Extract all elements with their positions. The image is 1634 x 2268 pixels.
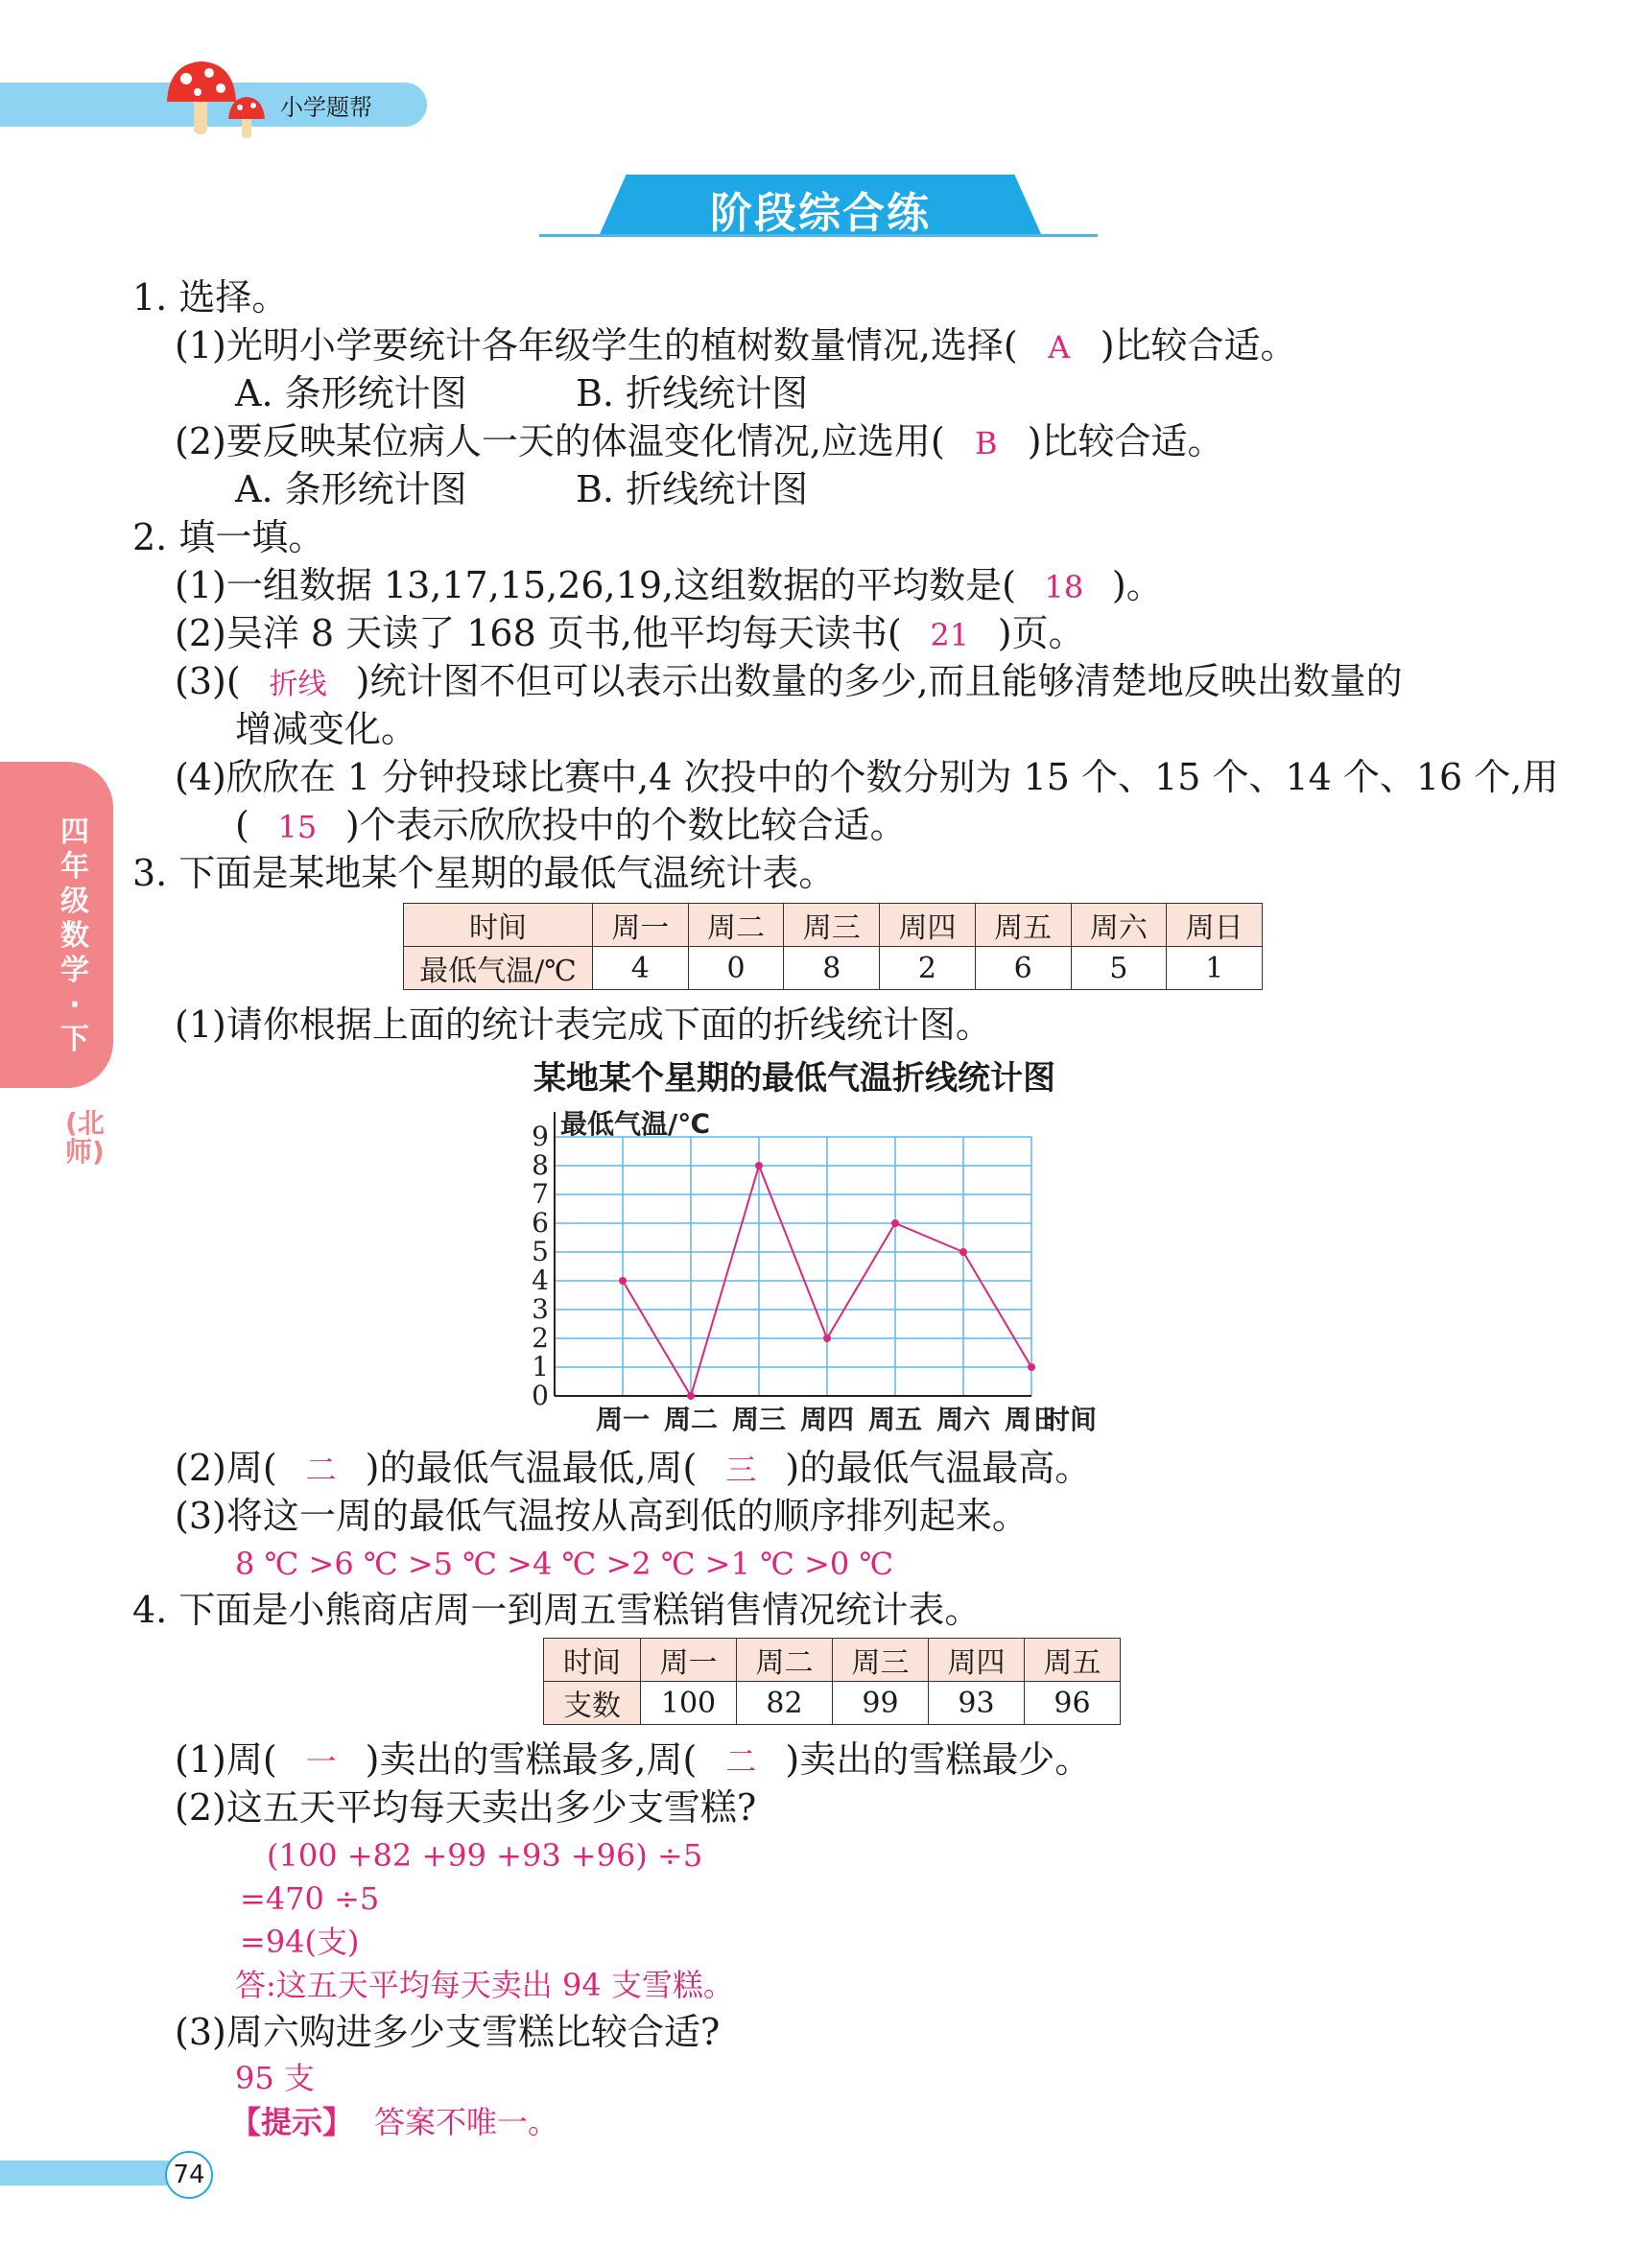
answer: 二 [305, 1452, 337, 1488]
q2-part4: (4)欣欣在 1 分钟投球比赛中,4 次投中的个数分别为 15 个、15 个、14 个、16 个,用 [175, 756, 1559, 798]
sales-table [543, 1638, 1121, 1725]
chart-title: 某地某个星期的最低气温折线统计图 [533, 1059, 1055, 1098]
q4-part2-answer: 答:这五天平均每天卖出 94 支雪糕。 [235, 1967, 734, 2003]
q1-part2: (2)要反映某位病人一天的体温变化情况,应选用( B )比较合适。 [175, 418, 1224, 466]
data-point [619, 1277, 627, 1285]
q1-part1: (1)光明小学要统计各年级学生的植树数量情况,选择( A )比较合适。 [175, 322, 1297, 370]
brand-name: 小学题帮 [280, 94, 372, 121]
table-cell: 96 [1025, 1682, 1121, 1725]
q2-part2: (2)吴洋 8 天读了 168 页书,他平均每天读书( 21 )页。 [175, 610, 1085, 658]
q1-part1-option-b: B. 折线统计图 [576, 372, 809, 414]
y-tick-label: 0 [532, 1380, 549, 1411]
y-tick-label: 7 [532, 1178, 549, 1210]
x-tick-label: 周三 [731, 1404, 787, 1435]
answer: 18 [1044, 569, 1084, 605]
side-tab-grade: 四年级数学·下 [60, 815, 89, 1056]
page-title: 阶段综合练 [710, 189, 931, 238]
answer: B [974, 425, 998, 461]
table-cell: 时间 [544, 1639, 641, 1682]
table-cell: 6 [975, 947, 1071, 990]
table-cell: 93 [929, 1682, 1025, 1725]
hint-label: 【提示】 [230, 2104, 354, 2140]
q3-part2: (2)周( 二 )的最低气温最低,周( 三 )的最低气温最高。 [175, 1445, 1091, 1493]
table-cell: 周五 [975, 904, 1071, 947]
q1-part2-option-b: B. 折线统计图 [576, 468, 809, 510]
y-tick-label: 6 [532, 1207, 549, 1239]
q3-part3: (3)将这一周的最低气温按从高到低的顺序排列起来。 [175, 1495, 1029, 1537]
table-header-row [544, 1639, 1121, 1682]
table-cell: 4 [593, 947, 689, 990]
q2-part1: (1)一组数据 13,17,15,26,19,这组数据的平均数是( 18 )。 [175, 562, 1163, 610]
data-point [891, 1219, 899, 1227]
answer: 一 [305, 1743, 337, 1780]
table-cell: 周一 [593, 904, 689, 947]
side-tab-edition: (北师) [65, 1107, 105, 1168]
table-cell: 2 [880, 947, 976, 990]
table-cell: 时间 [404, 904, 593, 947]
data-point [823, 1335, 831, 1342]
table-cell: 周三 [833, 1639, 929, 1682]
q4-part1: (1)周( 一 )卖出的雪糕最多,周( 二 )卖出的雪糕最少。 [175, 1736, 1091, 1784]
table-row [404, 947, 1263, 990]
q4-part2-work-line: =470 ÷5 [240, 1880, 380, 1917]
data-point [1028, 1363, 1035, 1371]
answer: A [1048, 329, 1071, 366]
table-cell: 周日 [1167, 904, 1263, 947]
answer: 二 [725, 1743, 757, 1780]
x-tick-label: 周二 [663, 1404, 719, 1435]
q4-part3-answer: 95 支 [235, 2060, 315, 2096]
hint-text: 答案不唯一。 [374, 2104, 559, 2140]
line-chart [518, 1094, 1151, 1449]
q4-part2-work-line: =94(支) [240, 1924, 360, 1960]
q4-part3: (3)周六购进多少支雪糕比较合适? [175, 2011, 721, 2053]
answer: 三 [725, 1452, 757, 1488]
table-cell: 周二 [688, 904, 784, 947]
x-tick-label: 周日 [1004, 1404, 1059, 1435]
q2-part3: (3)( 折线 )统计图不但可以表示出数量的多少,而且能够清楚地反映出数量的 [175, 658, 1403, 708]
page-number: 74 [165, 2151, 213, 2199]
table-cell: 99 [833, 1682, 929, 1725]
answer: 折线 [269, 668, 327, 701]
temperature-table [403, 903, 1263, 990]
q2-part3-cont: 增减变化。 [235, 708, 418, 750]
table-cell: 周四 [880, 904, 976, 947]
table-cell: 周六 [1071, 904, 1167, 947]
data-point [687, 1392, 695, 1400]
x-tick-label: 周五 [867, 1404, 923, 1435]
q3-label: 3. 下面是某地某个星期的最低气温统计表。 [132, 852, 836, 894]
q1-part2-option-a: A. 条形统计图 [235, 468, 467, 510]
table-cell: 周一 [641, 1639, 737, 1682]
x-tick-label: 周一 [595, 1404, 651, 1435]
data-point [755, 1162, 763, 1169]
footer-bar [0, 2161, 173, 2185]
q1-label: 1. 选择。 [132, 276, 289, 319]
q2-label: 2. 填一填。 [132, 516, 325, 558]
x-axis-label: 时间 [1043, 1404, 1098, 1435]
y-tick-label: 3 [532, 1293, 549, 1325]
q1-part1-option-a: A. 条形统计图 [235, 372, 467, 414]
answer: 21 [930, 617, 970, 653]
table-cell: 周二 [737, 1639, 833, 1682]
x-tick-label: 周六 [935, 1404, 991, 1435]
table-cell: 100 [641, 1682, 737, 1725]
table-row [544, 1682, 1121, 1725]
table-cell: 8 [784, 947, 880, 990]
answer: 15 [277, 809, 318, 845]
q3-part3-answer: 8 ℃ >6 ℃ >5 ℃ >4 ℃ >2 ℃ >1 ℃ >0 ℃ [235, 1546, 894, 1582]
table-cell: 1 [1167, 947, 1263, 990]
table-cell: 0 [688, 947, 784, 990]
y-axis-label: 最低气温/℃ [560, 1108, 711, 1140]
q3-part1: (1)请你根据上面的统计表完成下面的折线统计图。 [175, 1004, 992, 1046]
y-tick-label: 9 [532, 1121, 549, 1152]
q4-part2: (2)这五天平均每天卖出多少支雪糕? [175, 1786, 757, 1829]
y-tick-label: 8 [532, 1149, 549, 1181]
q4-label: 4. 下面是小熊商店周一到周五雪糕销售情况统计表。 [132, 1589, 982, 1631]
table-cell: 周三 [784, 904, 880, 947]
hint [230, 2099, 558, 2145]
table-cell: 周五 [1025, 1639, 1121, 1682]
mushroom-logo-icon [161, 56, 276, 148]
y-tick-label: 1 [532, 1351, 549, 1382]
table-header-row [404, 904, 1263, 947]
data-point [959, 1248, 967, 1256]
table-cell: 周四 [929, 1639, 1025, 1682]
y-tick-label: 2 [532, 1322, 549, 1354]
table-cell: 5 [1071, 947, 1167, 990]
table-cell: 最低气温/℃ [404, 947, 593, 990]
q2-part4-cont: ( 15 )个表示欣欣投中的个数比较合适。 [235, 802, 907, 850]
x-tick-label: 周四 [799, 1404, 855, 1435]
table-cell: 支数 [544, 1682, 641, 1725]
y-tick-label: 5 [532, 1236, 549, 1267]
table-cell: 82 [737, 1682, 833, 1725]
y-tick-label: 4 [532, 1264, 549, 1296]
q4-part2-work-line: (100 +82 +99 +93 +96) ÷5 [267, 1837, 703, 1874]
